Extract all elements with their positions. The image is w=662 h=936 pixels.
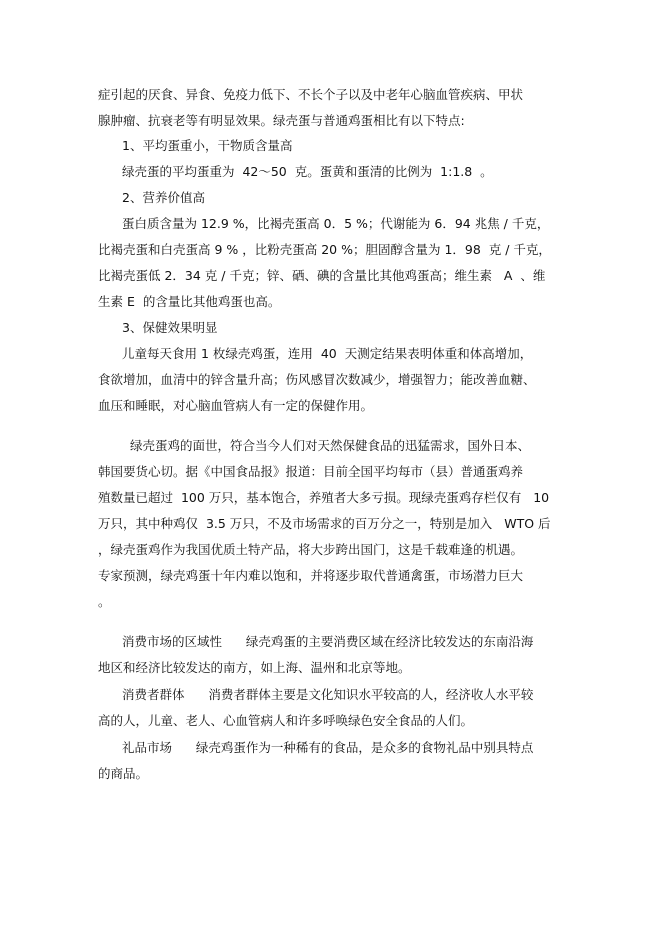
paragraph-line: 蛋白质含量为 12.9 %，比褐壳蛋高 0．5 %；代谢能为 6．94 兆焦 / 千克， (122, 216, 550, 231)
paragraph-line: 比褐壳蛋和白壳蛋高 9 % ，比粉壳蛋高 20 %；胆固醇含量为 1．98 克 / 千克， (98, 242, 551, 257)
section-heading: 1、平均蛋重小，干物质含量高 (122, 138, 293, 153)
paragraph-line: 地区和经济比较发达的南方，如上海、温州和北京等地。 (98, 660, 411, 675)
paragraph-line: 血压和睡眠，对心脑血管病人有一定的保健作用。 (98, 398, 374, 413)
paragraph-line: 万只，其中种鸡仅 3.5 万只，不及市场需求的百万分之一，特别是加入 WTO 后 (98, 516, 551, 531)
paragraph-line: 消费市场的区域性 绿壳鸡蛋的主要消费区域在经济比较发达的东南沿海 (122, 634, 534, 649)
paragraph-line: 生素 E 的含量比其他鸡蛋也高。 (98, 294, 281, 309)
paragraph-line: 。 (98, 594, 111, 609)
paragraph-line: 腺肿瘤、抗衰老等有明显效果。绿壳蛋与普通鸡蛋相比有以下特点: (98, 113, 465, 128)
paragraph-line: 礼品市场 绿壳鸡蛋作为一种稀有的食品，是众多的食物礼品中别具特点 (122, 740, 534, 755)
paragraph-line: 绿壳蛋鸡的面世，符合当今人们对天然保健食品的迅猛需求，国外日本、 (130, 438, 531, 453)
paragraph-line: 食欲增加，血清中的锌含量升高；伤风感冒次数减少，增强智力；能改善血糖、 (98, 372, 536, 387)
paragraph-line: 比褐壳蛋低 2．34 克 / 千克；锌、硒、碘的含量比其他鸡蛋高；维生素 A 、维 (98, 268, 546, 283)
paragraph-line: 症引起的厌食、异食、免疫力低下、不长个子以及中老年心脑血管疾病、甲状 (98, 87, 524, 102)
paragraph-line: 绿壳蛋的平均蛋重为 42～50 克。蛋黄和蛋清的比例为 1:1.8 。 (122, 164, 493, 179)
paragraph-line: ，绿壳蛋鸡作为我国优质土特产品，将大步跨出国门，这是千载难逢的机遇。 (98, 542, 524, 557)
paragraph-line: 的商品。 (98, 766, 149, 781)
paragraph-line: 韩国要货心切。据《中国食品报》报道：目前全国平均每市（县）普通蛋鸡养 (98, 464, 524, 479)
paragraph-line: 消费者群体 消费者群体主要是文化知识水平较高的人，经济收人水平较 (122, 687, 534, 702)
paragraph-line: 专家预测，绿壳鸡蛋十年内难以饱和，并将逐步取代普通禽蛋，市场潜力巨大 (98, 568, 524, 583)
paragraph-line: 殖数量已超过 100 万只，基本饱合，养殖者大多亏损。现绿壳蛋鸡存栏仅有 10 (98, 490, 550, 505)
paragraph-line: 高的人，儿童、老人、心血管病人和许多呼唤绿色安全食品的人们。 (98, 713, 474, 728)
section-heading: 3、保健效果明显 (122, 320, 218, 335)
paragraph-line: 儿童每天食用 1 枚绿壳鸡蛋，连用 40 天测定结果表明体重和体高增加， (122, 346, 533, 361)
section-heading: 2、营养价值高 (122, 190, 205, 205)
